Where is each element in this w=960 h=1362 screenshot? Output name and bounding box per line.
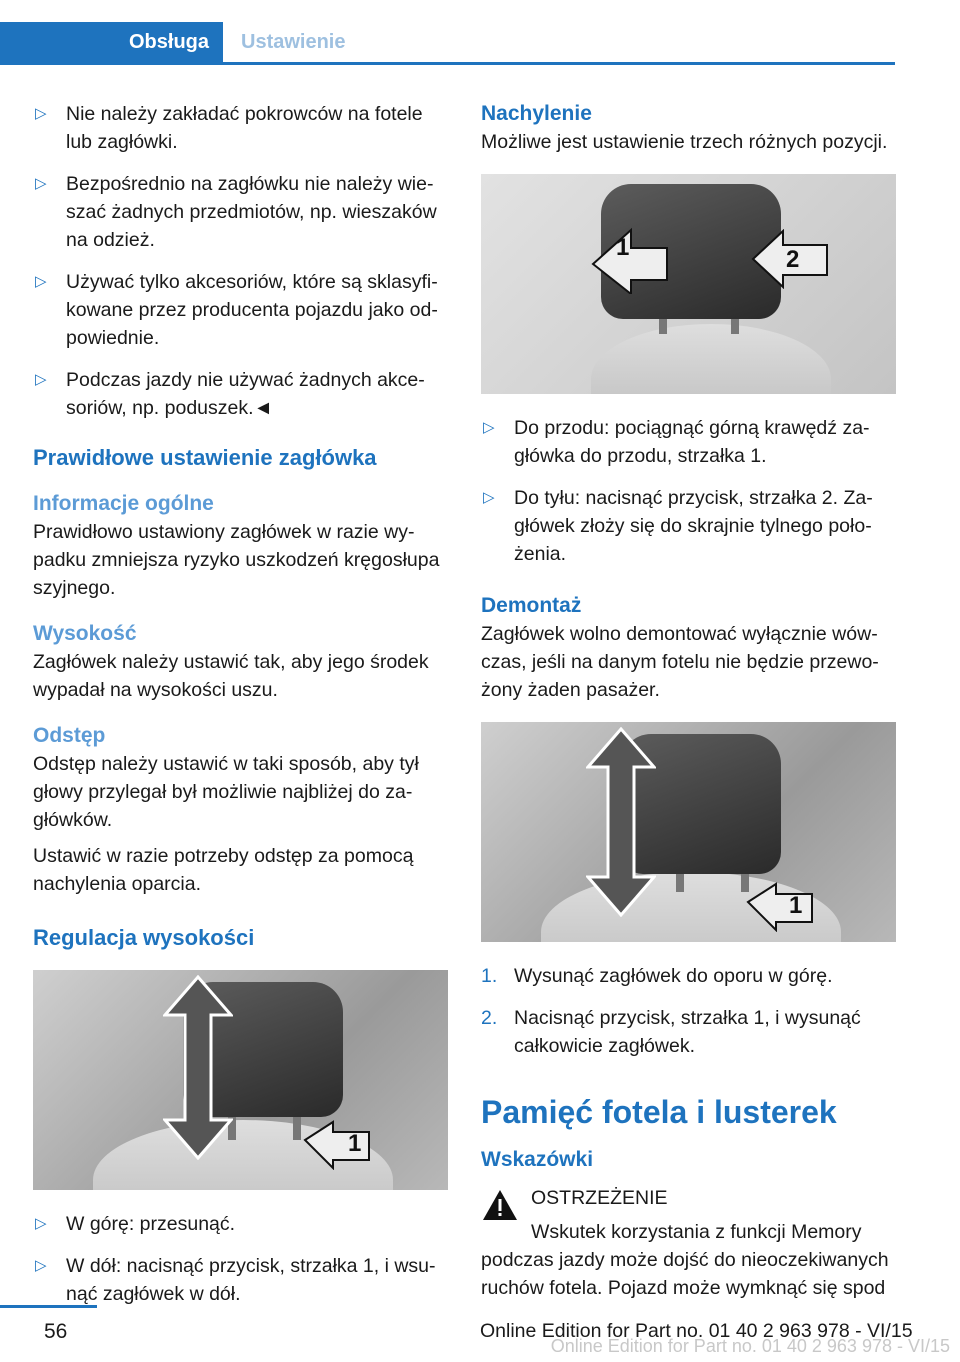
list-item: ▷ Do przodu: pociągnąć górną krawędź zagłówka do przodu, strzałka 1.: [481, 414, 896, 470]
triangle-bullet-icon: ▷: [483, 489, 495, 506]
right-column: [481, 100, 896, 1320]
watermark: Online Edition for Part no. 01 40 2 963 978 - VI/15: [550, 1336, 950, 1356]
triangle-bullet-icon: ▷: [483, 419, 495, 436]
warning-text: Wskutek korzystania z funkcji Memory podczas jazdy może dojść do nieoczekiwanych ruchów fotela. Pojazd może wymknąć się spod: [481, 1221, 889, 1299]
list-item: 2. Nacisnąć przycisk, strzałka 1, i wysunąć całkowicie zagłówek.: [481, 1007, 861, 1057]
subheading-distance: Odstęp: [33, 724, 106, 747]
callout-arrow-icon: [746, 882, 816, 932]
triangle-bullet-icon: ▷: [35, 105, 47, 122]
callout-arrow-icon: [303, 1120, 373, 1170]
triangle-bullet-icon: ▷: [35, 175, 47, 192]
subheading-tilt: Nachylenie: [481, 102, 592, 125]
subheading-removal: Demontaż: [481, 594, 582, 617]
height-text: Zagłówek należy ustawić tak, aby jego środek wypadał na wysokości uszu.: [33, 651, 429, 701]
tilt-arrow-icon: [591, 224, 671, 294]
list-item: ▷ W dół: nacisnąć przycisk, strzałka 1, i wsunąć zagłówek w dół.: [33, 1252, 448, 1308]
list-item: ▷ Używać tylko akcesoriów, które są sklasyfikowane przez producenta pojazdu jako odpowiednie.: [33, 268, 448, 352]
up-down-arrow-icon: [163, 975, 233, 1160]
list-item: ▷ Nie należy zakładać pokrowców na fotele lub zagłówki.: [33, 100, 448, 156]
removal-text: Zagłówek wolno demontować wyłącznie wówczas, jeśli na danym fotelu nie będzie przewożony żaden pasażer.: [481, 623, 879, 701]
distance-text-1: Odstęp należy ustawić w taki sposób, aby tył głowy przylegał był możliwie najbliżej do zagłówków.: [33, 753, 419, 831]
warning-block: [481, 1184, 896, 1212]
section-heading-height-adjust: Regulacja wysokości: [33, 925, 255, 950]
headrest-tilt-image: 1 2: [481, 174, 896, 394]
header-tabs: [0, 22, 895, 65]
footer-divider: [0, 1305, 97, 1308]
triangle-bullet-icon: ▷: [35, 273, 47, 290]
list-item: ▷ Do tyłu: nacisnąć przycisk, strzałka 2. Zagłówek złoży się do skrajnie tylnego położenia.: [481, 484, 896, 568]
triangle-bullet-icon: ▷: [35, 1257, 47, 1274]
distance-text-2: Ustawić w razie potrzeby odstęp za pomocą nachylenia oparcia.: [33, 845, 414, 895]
subheading-height: Wysokość: [33, 622, 137, 645]
warning-icon: [481, 1188, 519, 1222]
list-item: ▷ W górę: przesunąć.: [33, 1210, 448, 1238]
page-number: 56: [44, 1320, 68, 1343]
list-item: 1. Wysunąć zagłówek do oporu w górę.: [481, 965, 833, 987]
general-text: Prawidłowo ustawiony zagłówek w razie wypadku zmniejsza ryzyko uszkodzeń kręgosłupa szyjnego.: [33, 521, 440, 599]
list-item: ▷ Bezpośrednio na zagłówku nie należy wieszać żadnych przedmiotów, np. wieszaków na odzież.: [33, 170, 448, 254]
triangle-bullet-icon: ▷: [35, 1215, 47, 1232]
tab-obsluga[interactable]: Obsługa: [0, 22, 223, 62]
subheading-general: Informacje ogólne: [33, 492, 214, 515]
list-item: ▷ Podczas jazdy nie używać żadnych akcesoriów, np. poduszek.◄: [33, 366, 448, 422]
headrest-removal-image: 1: [481, 722, 896, 942]
seat-shape: [591, 324, 831, 394]
warning-label: OSTRZEŻENIE: [531, 1187, 668, 1209]
edition-text: Online Edition for Part no. 01 40 2 963 978 - VI/15: [480, 1320, 913, 1342]
section-heading-memory: Pamięć fotela i lusterek: [481, 1094, 837, 1130]
triangle-bullet-icon: ▷: [35, 371, 47, 388]
tilt-text: Możliwe jest ustawienie trzech różnych pozycji.: [481, 131, 888, 153]
section-heading-adjust: Prawidłowe ustawienie zagłówka: [33, 445, 377, 470]
up-down-arrow-icon: [586, 727, 656, 917]
headrest-height-image: 1: [33, 970, 448, 1190]
tab-ustawienie[interactable]: Ustawienie: [241, 31, 346, 53]
left-column: [33, 100, 448, 1322]
subheading-notes: Wskazówki: [481, 1148, 594, 1171]
